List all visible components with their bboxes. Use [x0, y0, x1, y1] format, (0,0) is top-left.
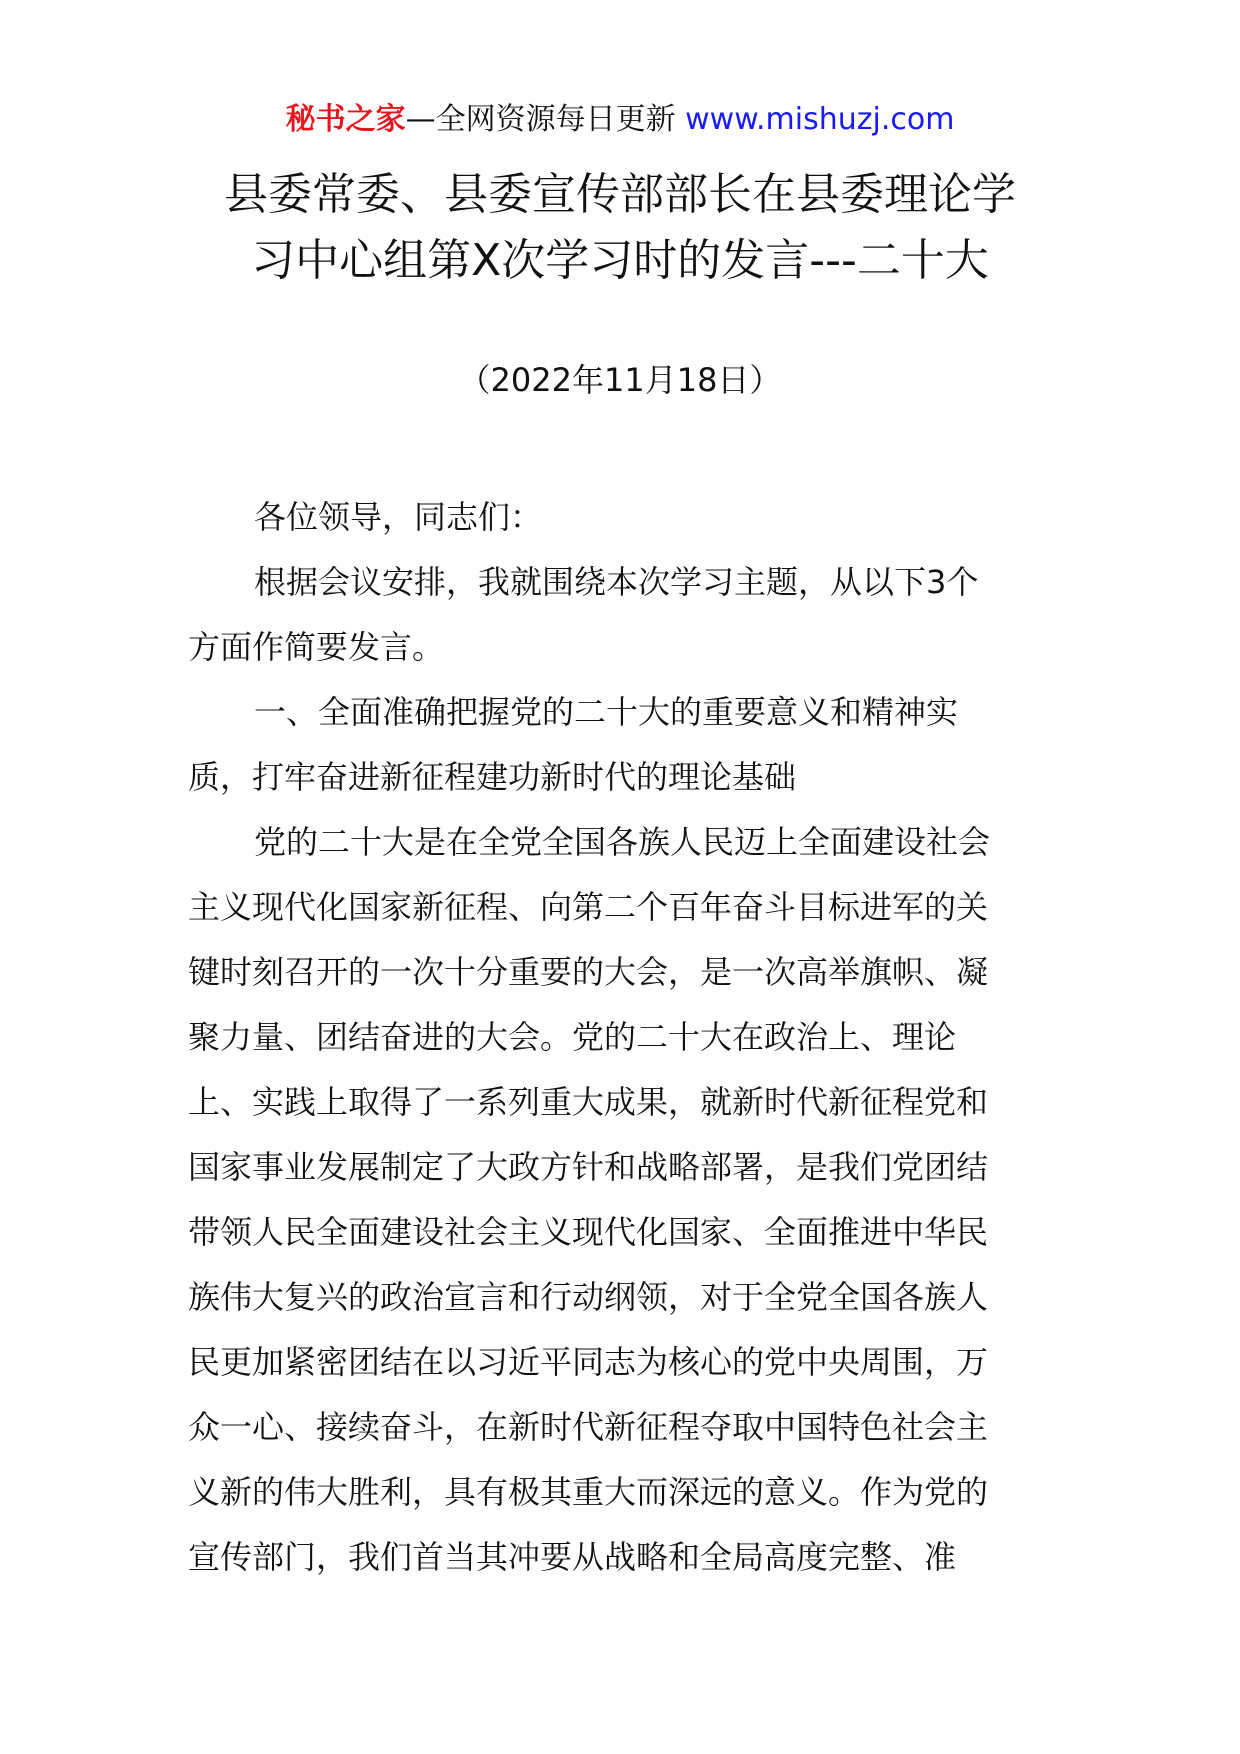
document-date: （2022年11月18日）	[458, 361, 782, 399]
salutation: 各位领导，同志们：	[254, 498, 543, 536]
header-tagline: —全网资源每日更新	[405, 102, 686, 137]
document-title	[150, 162, 1090, 294]
site-url-link[interactable]: www.mishuzj.com	[685, 102, 955, 137]
body-line: 众一心、接续奋斗，在新时代新征程夺取中国特色社会主	[188, 1408, 989, 1446]
body-line: 国家事业发展制定了大政方针和战略部署，是我们党团结	[188, 1148, 989, 1186]
body-line: 带领人民全面建设社会主义现代化国家、全面推进中华民	[188, 1213, 989, 1251]
body-line: 聚力量、团结奋进的大会。党的二十大在政治上、理论	[188, 1018, 957, 1056]
title-line-2: 习中心组第Ⅹ次学习时的发言---二十大	[251, 235, 989, 286]
body-line: 主义现代化国家新征程、向第二个百年奋斗目标进军的关	[188, 888, 989, 926]
body-line: 义新的伟大胜利，具有极其重大而深远的意义。作为党的	[188, 1473, 989, 1511]
body-line: 民更加紧密团结在以习近平同志为核心的党中央周围，万	[188, 1343, 989, 1381]
body-line: 族伟大复兴的政治宣言和行动纲领，对于全党全国各族人	[188, 1278, 989, 1316]
document-body	[188, 485, 1048, 1590]
section-heading-line: 一、全面准确把握党的二十大的重要意义和精神实	[254, 693, 959, 731]
body-line: 方面作简要发言。	[188, 628, 445, 666]
body-line: 宣传部门，我们首当其冲要从战略和全局高度完整、准	[188, 1538, 957, 1576]
site-header	[0, 100, 1240, 140]
section-heading-line: 质，打牢奋进新征程建功新时代的理论基础	[188, 758, 797, 796]
body-line: 键时刻召开的一次十分重要的大会，是一次高举旗帜、凝	[188, 953, 989, 991]
body-line: 上、实践上取得了一系列重大成果，就新时代新征程党和	[188, 1083, 989, 1121]
body-line: 根据会议安排，我就围绕本次学习主题，从以下3个	[254, 563, 979, 601]
title-line-1: 县委常委、县委宣传部部长在县委理论学	[224, 169, 1016, 220]
brand-name: 秘书之家	[285, 102, 406, 137]
body-line: 党的二十大是在全党全国各族人民迈上全面建设社会	[254, 823, 991, 861]
